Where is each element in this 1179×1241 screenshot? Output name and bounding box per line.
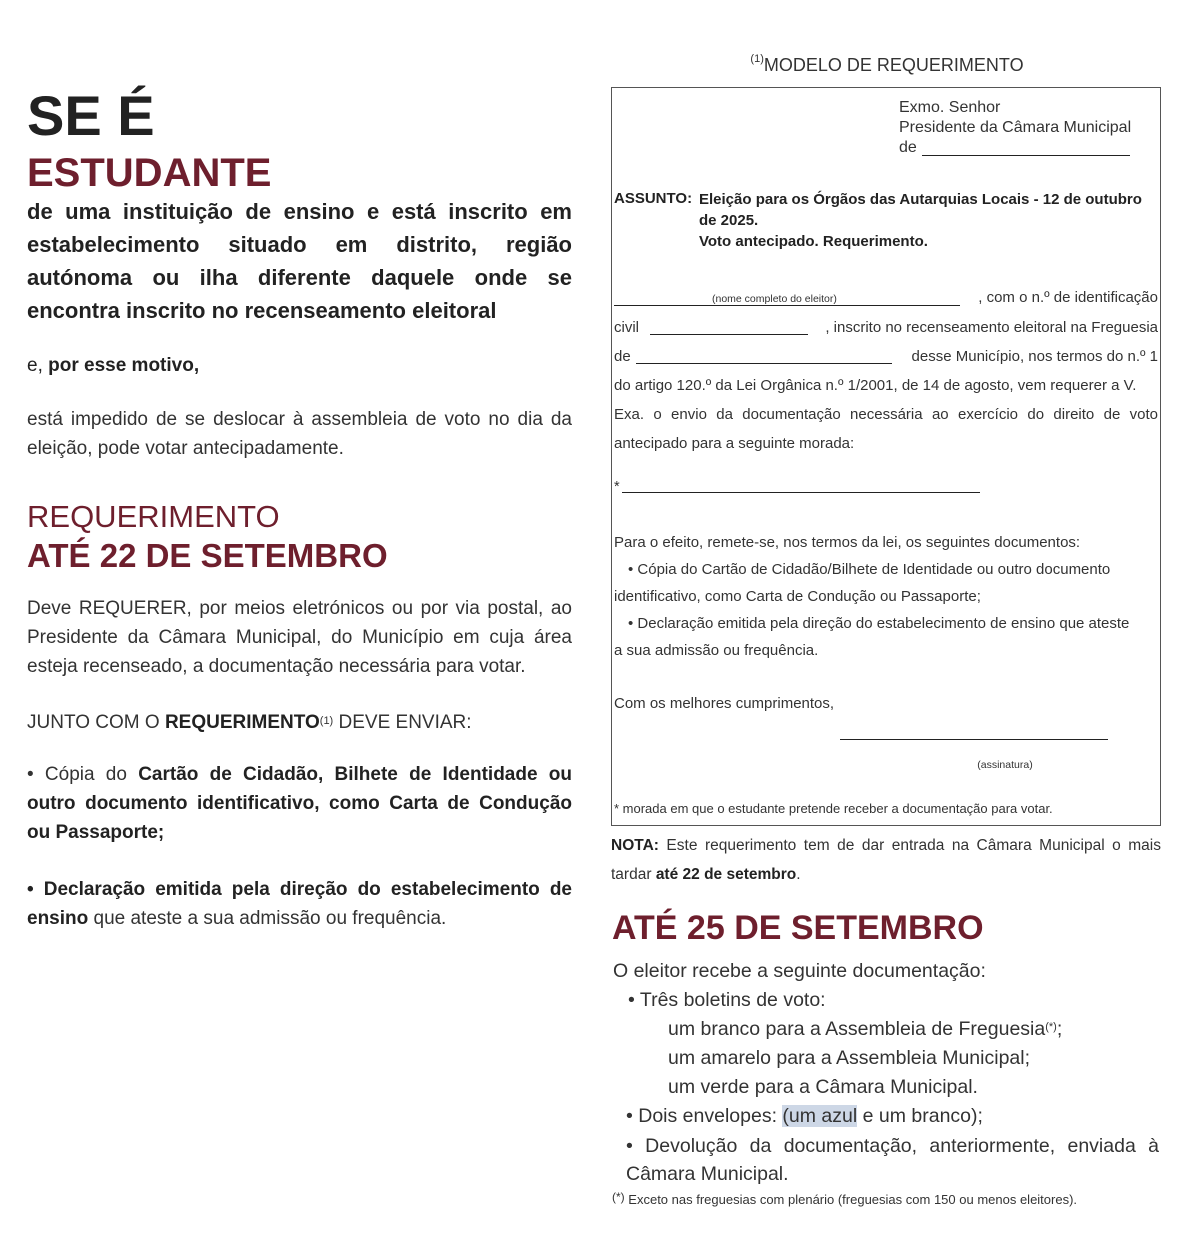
form-line-2-suffix: , inscrito no recenseamento eleitoral na Freguesia <box>825 319 1158 336</box>
form-doc-1-line-2: identificativo, como Carta de Condução ou Passaporte; <box>614 588 981 605</box>
assunto-label: ASSUNTO: <box>614 190 693 207</box>
ballot-white-end: ; <box>1056 1018 1063 1040</box>
bullet1-bold: Cartão de Cidadão, Bilhete de Identidade ou outro documento identificativo, como Carta de Condução ou Passaporte; <box>27 764 573 843</box>
footnote-ref: (1) <box>319 715 334 727</box>
addressee-line-1: Exmo. Senhor <box>899 99 1001 116</box>
devolucao-bullet-line-1: • Devolução da documentação, anteriormente, enviada à <box>626 1135 1159 1157</box>
addressee-line-2: Presidente da Câmara Municipal <box>899 119 1132 136</box>
deve-requerer-paragraph: Deve REQUERER, por meios eletrónicos ou por via postal, ao Presidente da Câmara Municipal, do Município em cuja área esteja recenseado, a documentação necessária para votar. <box>27 598 572 677</box>
form-line-3-suffix: desse Município, nos termos do n.º 1 <box>911 348 1158 365</box>
page-title-se-e: SE É <box>27 84 155 147</box>
ballots-bullet: • Três boletins de voto: <box>628 989 826 1011</box>
form-line-1-suffix: , com o n.º de identificação <box>978 289 1158 306</box>
footnote <box>612 1192 1077 1207</box>
form-line-4: do artigo 120.º da Lei Orgânica n.º 1/2001, de 14 de agosto, vem requerer a V. <box>614 377 1137 394</box>
impedido-paragraph: está impedido de se deslocar à assembleia de voto no dia da eleição, pode votar antecipadamente. <box>27 409 572 459</box>
assunto-line-2: de 2025. <box>699 212 759 229</box>
page-title-estudante: ESTUDANTE <box>27 151 272 195</box>
bullet1-prefix: • Cópia do <box>27 764 139 785</box>
form-line-2-prefix: civil <box>614 319 639 336</box>
signature-blank-line[interactable] <box>840 739 1108 740</box>
envelopes-suffix: e um branco); <box>857 1105 983 1127</box>
footnote-mark: (*) <box>612 1190 625 1204</box>
addressee-de: de <box>899 139 917 156</box>
motivo-line <box>27 353 199 379</box>
form-line-3-prefix: de <box>614 348 631 365</box>
assunto-line-3: Voto antecipado. Requerimento. <box>699 233 928 250</box>
junto-bold: REQUERIMENTO <box>164 712 320 733</box>
deadline-22-heading: ATÉ 22 DE SETEMBRO <box>27 537 388 574</box>
addressee-block <box>899 98 1131 158</box>
signature-label: (assinatura) <box>977 759 1033 771</box>
form-line-6: antecipado para a seguinte morada: <box>614 435 855 452</box>
para-efeito-line: Para o efeito, remete-se, nos termos da lei, os seguintes documentos: <box>614 534 1081 551</box>
junto-prefix: JUNTO COM O <box>27 712 165 733</box>
form-doc-2-line-2: a sua admissão ou frequência. <box>614 642 819 659</box>
nota-date: até 22 de setembro <box>655 866 797 883</box>
junto-suffix: DEVE ENVIAR: <box>333 712 472 733</box>
nota-paragraph <box>611 831 1161 889</box>
ballot-yellow: um amarelo para a Assembleia Municipal; <box>668 1047 1031 1069</box>
devolucao-bullet-line-2: Câmara Municipal. <box>626 1163 789 1185</box>
footnote-ref: (*) <box>1045 1021 1057 1033</box>
voter-name-placeholder: (nome completo do eleitor) <box>712 293 837 305</box>
highlighted-text[interactable]: (um azul <box>782 1105 858 1127</box>
closing-line: Com os melhores cumprimentos, <box>614 695 835 712</box>
bullet2-suffix: que ateste a sua admissão ou frequência. <box>88 908 447 929</box>
envelopes-prefix: • Dois envelopes: <box>626 1105 783 1127</box>
intro-paragraph: de uma instituição de ensino e está inscrito em estabelecimento situado em distrito, região autónoma ou ilha diferente daquele onde se encontra inscrito no recenseamento eleitoral <box>27 199 572 323</box>
form-line-5: Exa. o envio da documentação necessária ao exercício do direito de voto <box>614 406 1158 423</box>
required-doc-bullet-1 <box>27 760 572 847</box>
nota-end: . <box>796 866 801 883</box>
request-form-model <box>611 87 1161 826</box>
requerimento-heading: REQUERIMENTO <box>27 499 280 534</box>
motivo-prefix: e, <box>27 355 49 376</box>
form-model-title <box>612 55 1162 76</box>
deadline-25-heading: ATÉ 25 DE SETEMBRO <box>612 909 984 947</box>
required-doc-bullet-2 <box>27 875 572 933</box>
form-doc-1-line-1: • Cópia do Cartão de Cidadão/Bilhete de Identidade ou outro documento <box>628 561 1111 578</box>
ballot-green: um verde para a Câmara Municipal. <box>668 1076 978 1098</box>
ballot-white <box>668 1015 1062 1044</box>
form-title-text: MODELO DE REQUERIMENTO <box>763 55 1024 75</box>
section25-intro: O eleitor recebe a seguinte documentação: <box>613 960 986 982</box>
nota-label: NOTA: <box>611 837 659 854</box>
footnote-text: Exceto nas freguesias com plenário (freguesias com 150 ou menos eleitores). <box>628 1192 1078 1207</box>
parish-blank-line[interactable] <box>636 363 892 364</box>
nota-text: Este requerimento tem de dar entrada na Câmara Municipal o mais tardar <box>611 837 1161 883</box>
assunto-line-1: Eleição para os Órgãos das Autarquias Locais - 12 de outubro <box>699 191 1142 208</box>
bullet2-bold: • Declaração emitida pela direção do estabelecimento de ensino <box>27 879 572 929</box>
address-blank-line[interactable] <box>622 492 980 493</box>
motivo-bold: por esse motivo, <box>48 355 200 376</box>
assunto-text <box>699 189 1149 252</box>
address-asterisk: * <box>614 479 620 495</box>
id-number-blank-line[interactable] <box>650 334 808 335</box>
junto-heading <box>27 710 472 736</box>
footnote-ref: (1) <box>750 53 764 65</box>
form-doc-2-line-1: • Declaração emitida pela direção do estabelecimento de ensino que ateste <box>628 615 1130 632</box>
address-note: * morada em que o estudante pretende receber a documentação para votar. <box>614 801 1053 816</box>
municipality-blank-line[interactable] <box>922 155 1130 156</box>
envelopes-bullet <box>626 1102 983 1131</box>
ballot-white-text: um branco para a Assembleia de Freguesia <box>668 1018 1046 1040</box>
